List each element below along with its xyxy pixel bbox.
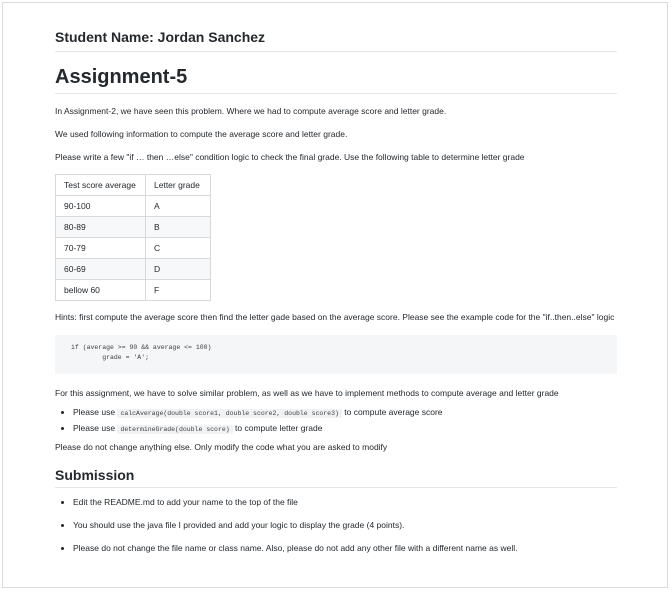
code-example-block: if (average >= 90 && average <= 100) grade = 'A'; [55,335,617,374]
info-paragraph: We used following information to compute the average score and letter grade. [55,129,348,139]
table-row [56,259,211,280]
task-paragraph: Please write a few "if … then …else" condition logic to check the final grade. Use the following table to determine letter grade [55,152,525,162]
table-cell-grade: F [146,280,211,301]
assignment-title: Assignment-5 [55,66,617,94]
table-row [56,196,211,217]
table-header-grade: Letter grade [146,175,211,196]
method-prefix: Please use [73,407,116,417]
method-code-determine-grade: determineGrade(double score) [117,425,232,434]
table-cell-grade: A [146,196,211,217]
list-item: • Please do not change the file name or class name. Also, please do not add any other file with a different name as well. [73,542,617,554]
method-suffix: to compute letter grade [235,423,323,433]
table-cell-grade: D [146,259,211,280]
method-suffix: to compute average score [344,407,443,417]
list-item: • Edit the README.md to add your name to the top of the file [73,496,617,508]
grade-table [55,174,211,301]
no-change-paragraph: Please do not change anything else. Only modify the code what you are asked to modify [55,442,388,452]
table-cell-score: 60-69 [56,259,146,280]
list-item: • You should use the java file I provided and add your logic to display the grade (4 points). [73,519,617,531]
hint-paragraph: Hints: first compute the average score then find the letter gade based on the average score. Please see the example code for the "if..then..else" logic [55,312,615,322]
intro-paragraph: In Assignment-2, we have seen this problem. Where we had to compute average score and letter grade. [55,106,447,116]
table-row [56,280,211,301]
table-header-row [56,175,211,196]
method-prefix: Please use [73,423,116,433]
table-cell-grade: C [146,238,211,259]
methods-list [55,405,617,437]
table-cell-grade: B [146,217,211,238]
methods-intro-paragraph: For this assignment, we have to solve similar problem, as well as we have to implement methods to compute average and letter grade [55,388,559,398]
method-code-calc-average: calcAverage(double score1, double score2, double score3) [117,409,341,418]
table-cell-score: bellow 60 [56,280,146,301]
readme-content [55,21,617,565]
list-item [73,405,617,421]
table-row [56,217,211,238]
table-row [56,238,211,259]
table-cell-score: 90-100 [56,196,146,217]
submission-heading: Submission [55,467,617,488]
submission-list [55,496,617,554]
table-cell-score: 70-79 [56,238,146,259]
table-header-score: Test score average [56,175,146,196]
list-item [73,421,617,437]
document-frame [2,2,668,588]
student-name-heading: Student Name: Jordan Sanchez [55,29,617,52]
table-cell-score: 80-89 [56,217,146,238]
